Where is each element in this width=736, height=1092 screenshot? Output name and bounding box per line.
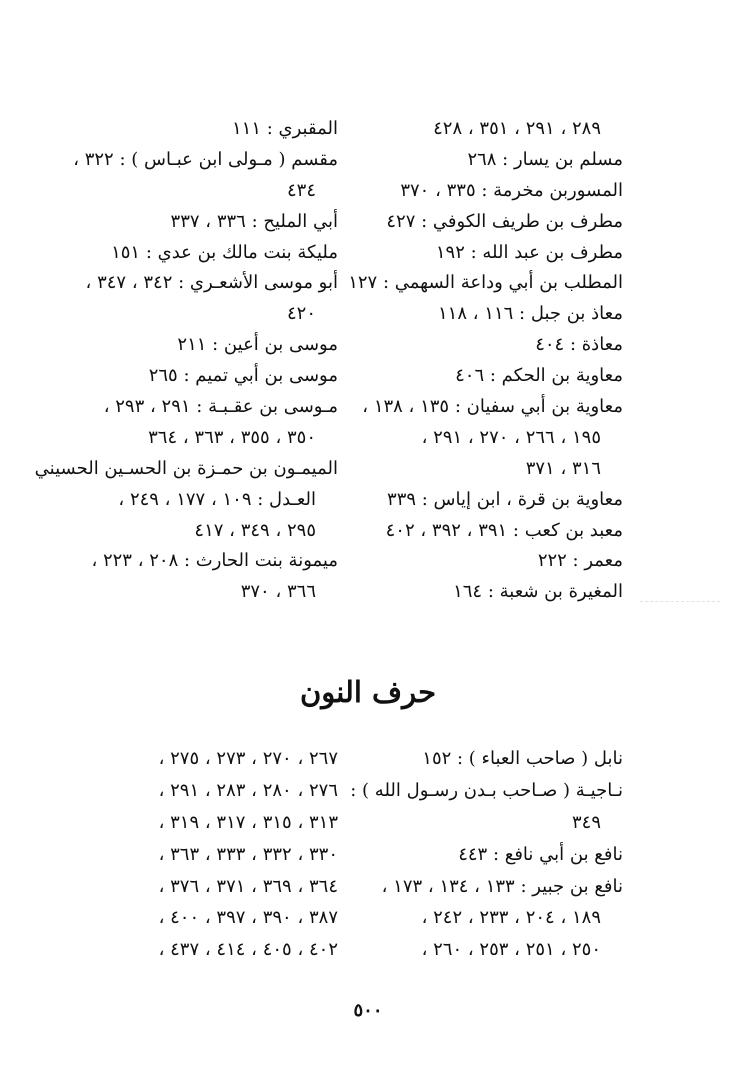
index-entry: معاذ بن جبل : ١١٦ ، ١١٨: [438, 303, 623, 325]
index-entry: ٣١٣ ، ٣١٥ ، ٣١٧ ، ٣١٩ ،: [158, 811, 338, 833]
index-entry: مقسم ( مـولى ابن عبـاس ) : ٣٢٢ ،: [73, 148, 338, 170]
index-entry: ٢٥٠ ، ٢٥١ ، ٢٥٣ ، ٢٦٠ ،: [421, 939, 601, 961]
index-entry: معبد بن كعب : ٣٩١ ، ٣٩٢ ، ٤٠٢: [385, 519, 623, 541]
page-number: ٥٠٠: [353, 1000, 383, 1021]
index-entry: نافع بن أبي نافع : ٤٤٣: [458, 843, 623, 865]
index-entry: العـدل : ١٠٩ ، ١٧٧ ، ٢٤٩ ،: [118, 488, 316, 510]
scan-smudge: [640, 601, 720, 608]
index-entry: مطرف بن طريف الكوفي : ٤٢٧: [386, 210, 623, 232]
index-entry: نـاجيـة ( صـاحب بـدن رسـول الله ) :: [350, 779, 623, 801]
index-column-left-lower: [70, 743, 338, 966]
index-entry: ٣٨٧ ، ٣٩٠ ، ٣٩٧ ، ٤٠٠ ،: [158, 907, 338, 929]
index-entry: أبي المليح : ٣٣٦ ، ٣٣٧: [170, 210, 338, 232]
index-entry: معاذة : ٤٠٤: [535, 334, 623, 356]
index-entry: مـوسى بن عقـبـة : ٢٩١ ، ٢٩٣ ،: [103, 396, 338, 418]
index-entry: ٤٣٤: [286, 179, 316, 201]
index-entry: ٤٠٢ ، ٤٠٥ ، ٤١٤ ، ٤٣٧ ،: [158, 939, 338, 961]
index-entry: ٣٥٠ ، ٣٥٥ ، ٣٦٣ ، ٣٦٤: [148, 426, 316, 448]
index-entry: ٣٣٠ ، ٣٣٢ ، ٣٣٣ ، ٣٦٣ ،: [158, 843, 338, 865]
index-entry: المسوربن مخرمة : ٣٣٥ ، ٣٧٠: [400, 179, 623, 201]
index-entry: المطلب بن أبي وداعة السهمي : ١٢٧: [348, 272, 623, 294]
index-entry: ٣٦٤ ، ٣٦٩ ، ٣٧١ ، ٣٧٦ ،: [158, 875, 338, 897]
index-entry: الميمـون بن حمـزة بن الحسـين الحسيني: [34, 457, 338, 479]
index-entry: المغيرة بن شعبة : ١٦٤: [453, 581, 623, 603]
index-entry: ٢٨٩ ، ٢٩١ ، ٣٥١ ، ٤٢٨: [433, 118, 601, 139]
index-entry: ٣١٦ ، ٣٧١: [525, 457, 601, 479]
index-entry: مطرف بن عبد الله : ١٩٢: [435, 241, 623, 263]
index-entry: ١٨٩ ، ٢٠٤ ، ٢٣٣ ، ٢٤٢ ،: [421, 907, 601, 929]
index-entry: ٤٢٠: [286, 303, 316, 325]
index-entry: معاوية بن قرة ، ابن إياس : ٣٣٩: [387, 488, 623, 510]
index-entry: نافع بن جبير : ١٣٣ ، ١٣٤ ، ١٧٣ ،: [381, 875, 623, 897]
index-entry: ٣٦٦ ، ٣٧٠: [240, 581, 316, 603]
index-entry: معمر : ٢٢٢: [537, 550, 623, 572]
section-heading: حرف النون: [299, 675, 436, 709]
index-entry: ٢٦٧ ، ٢٧٠ ، ٢٧٣ ، ٢٧٥ ،: [158, 748, 338, 769]
index-entry: موسى بن أبي تميم : ٢٦٥: [148, 365, 338, 387]
index-entry: ميمونة بنت الحارث : ٢٠٨ ، ٢٢٣ ،: [91, 550, 338, 572]
index-entry: موسى بن أعين : ٢١١: [177, 334, 338, 356]
index-entry: ٢٧٦ ، ٢٨٠ ، ٢٨٣ ، ٢٩١ ،: [158, 779, 338, 801]
index-column-left: [34, 114, 338, 608]
index-entry: أبو موسى الأشعـري : ٣٤٢ ، ٣٤٧ ،: [85, 272, 338, 294]
index-entry: ١٩٥ ، ٢٦٦ ، ٢٧٠ ، ٢٩١ ،: [421, 426, 601, 448]
index-entry: ٣٤٩: [571, 811, 601, 833]
index-entry: معاوية بن أبي سفيان : ١٣٥ ، ١٣٨ ،: [362, 396, 623, 418]
index-column-right-lower: [350, 743, 623, 966]
index-entry: المقبري : ١١١: [232, 118, 338, 139]
index-entry: ٢٩٥ ، ٣٤٩ ، ٤١٧: [194, 519, 316, 541]
index-entry: مليكة بنت مالك بن عدي : ١٥١: [111, 241, 338, 263]
index-column-right: [348, 114, 623, 608]
index-entry: نابل ( صاحب العباء ) : ١٥٢: [422, 748, 623, 769]
index-entry: معاوية بن الحكم : ٤٠٦: [455, 365, 623, 387]
index-entry: مسلم بن يسار : ٢٦٨: [467, 148, 623, 170]
